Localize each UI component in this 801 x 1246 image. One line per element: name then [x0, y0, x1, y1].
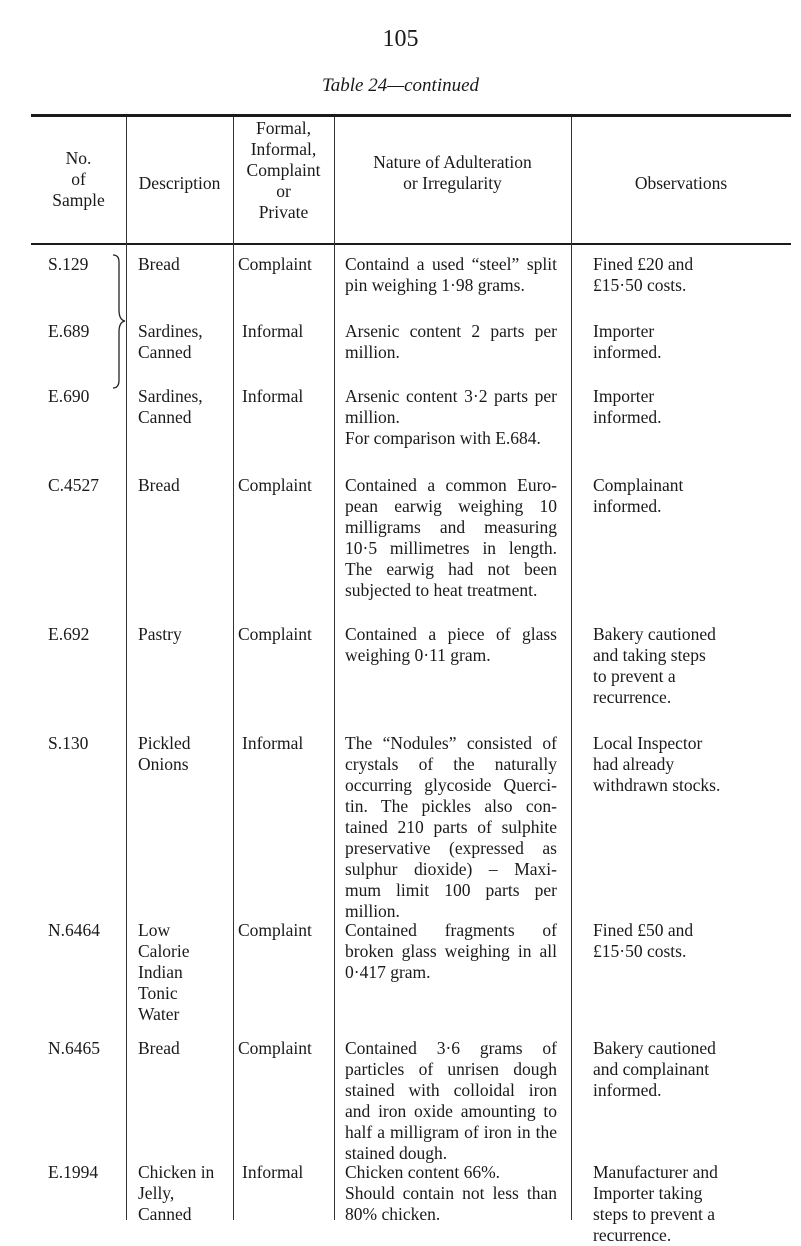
- nature: Containd a used “steel” split pin weighing 1·98 grams.: [345, 254, 557, 295]
- nature: Arsenic content 2 parts per million.: [345, 321, 557, 362]
- description: Bread: [138, 475, 180, 495]
- nature: Contained fragments of broken glass weighing in all 0·417 gram.: [345, 920, 557, 982]
- description: Low Calorie Indian Tonic Water: [138, 920, 190, 1024]
- column-divider: [571, 117, 572, 1220]
- header-bottom-rule: [31, 243, 791, 245]
- description: Bread: [138, 254, 180, 274]
- sample-type: Complaint: [238, 254, 312, 274]
- sample-type: Complaint: [238, 1038, 312, 1058]
- sample-type: Informal: [242, 733, 304, 753]
- header-observations: Observations: [634, 173, 728, 193]
- header-description: Description: [138, 173, 221, 193]
- observations: Fined £20 and £15·50 costs.: [593, 254, 694, 295]
- description: Sardines, Canned: [138, 321, 203, 362]
- observations: Manufacturer and Importer taking steps to prevent a recurrence.: [593, 1162, 718, 1245]
- nature: Contained 3·6 grams of particles of unrisen dough stained with colloidal iron and iron oxide amounting to half a milligram of iron in the stained dough.: [345, 1038, 557, 1163]
- sample-type: Informal: [242, 1162, 304, 1182]
- sample-number: N.6465: [48, 1038, 101, 1058]
- brace-icon: [112, 254, 126, 389]
- nature: Arsenic content 3·2 parts per million. For comparison with E.684.: [345, 386, 557, 448]
- observations: Local Inspector had already withdrawn stocks.: [593, 733, 721, 795]
- description: Sardines, Canned: [138, 386, 203, 427]
- header-nature: Nature of Adulteration or Irregularity: [373, 152, 532, 193]
- column-divider: [233, 117, 234, 1220]
- observations: Fined £50 and £15·50 costs.: [593, 920, 694, 961]
- description: Bread: [138, 1038, 180, 1058]
- observations: Importer informed.: [593, 321, 662, 362]
- nature: The “Nodules” consisted of crystals of the naturally occurring glycoside Querci- tin. The pickles also con- tained 210 parts of sulphite preservative (expressed as sulphur dioxide) – Maxi- mum limit 100 parts per million.: [345, 733, 557, 921]
- table-title: Table 24—continued: [321, 75, 480, 96]
- description: Chicken in Jelly, Canned: [138, 1162, 215, 1224]
- observations: Bakery cautioned and complainant informed.: [593, 1038, 716, 1100]
- sample-number: C.4527: [48, 475, 100, 495]
- nature: Contained a piece of glass weighing 0·11 gram.: [345, 624, 557, 665]
- sample-type: Complaint: [238, 624, 312, 644]
- column-divider: [334, 117, 335, 1220]
- sample-number: E.1994: [48, 1162, 99, 1182]
- sample-number: S.129: [48, 254, 89, 274]
- header-sample-number: No. of Sample: [52, 148, 105, 210]
- description: Pastry: [138, 624, 182, 644]
- observations: Complainant informed.: [593, 475, 684, 516]
- sample-type: Complaint: [238, 475, 312, 495]
- sample-number: E.690: [48, 386, 90, 406]
- column-divider: [126, 117, 127, 1220]
- sample-number: E.692: [48, 624, 90, 644]
- sample-type: Informal: [242, 386, 304, 406]
- nature: Chicken content 66%. Should contain not less than 80% chicken.: [345, 1162, 557, 1224]
- sample-type: Informal: [242, 321, 304, 341]
- sample-number: S.130: [48, 733, 89, 753]
- sample-number: N.6464: [48, 920, 101, 940]
- sample-number: E.689: [48, 321, 90, 341]
- header-formal-informal: Formal, Informal, Complaint or Private: [246, 118, 321, 222]
- sample-type: Complaint: [238, 920, 312, 940]
- nature: Contained a common Euro- pean earwig weighing 10 milligrams and measuring 10·5 millimetres in length. The earwig had not been subjected to heat treatment.: [345, 475, 557, 600]
- observations: Bakery cautioned and taking steps to prevent a recurrence.: [593, 624, 716, 707]
- table-top-rule: [31, 114, 791, 117]
- description: Pickled Onions: [138, 733, 191, 774]
- page-number: 105: [382, 26, 419, 52]
- observations: Importer informed.: [593, 386, 662, 427]
